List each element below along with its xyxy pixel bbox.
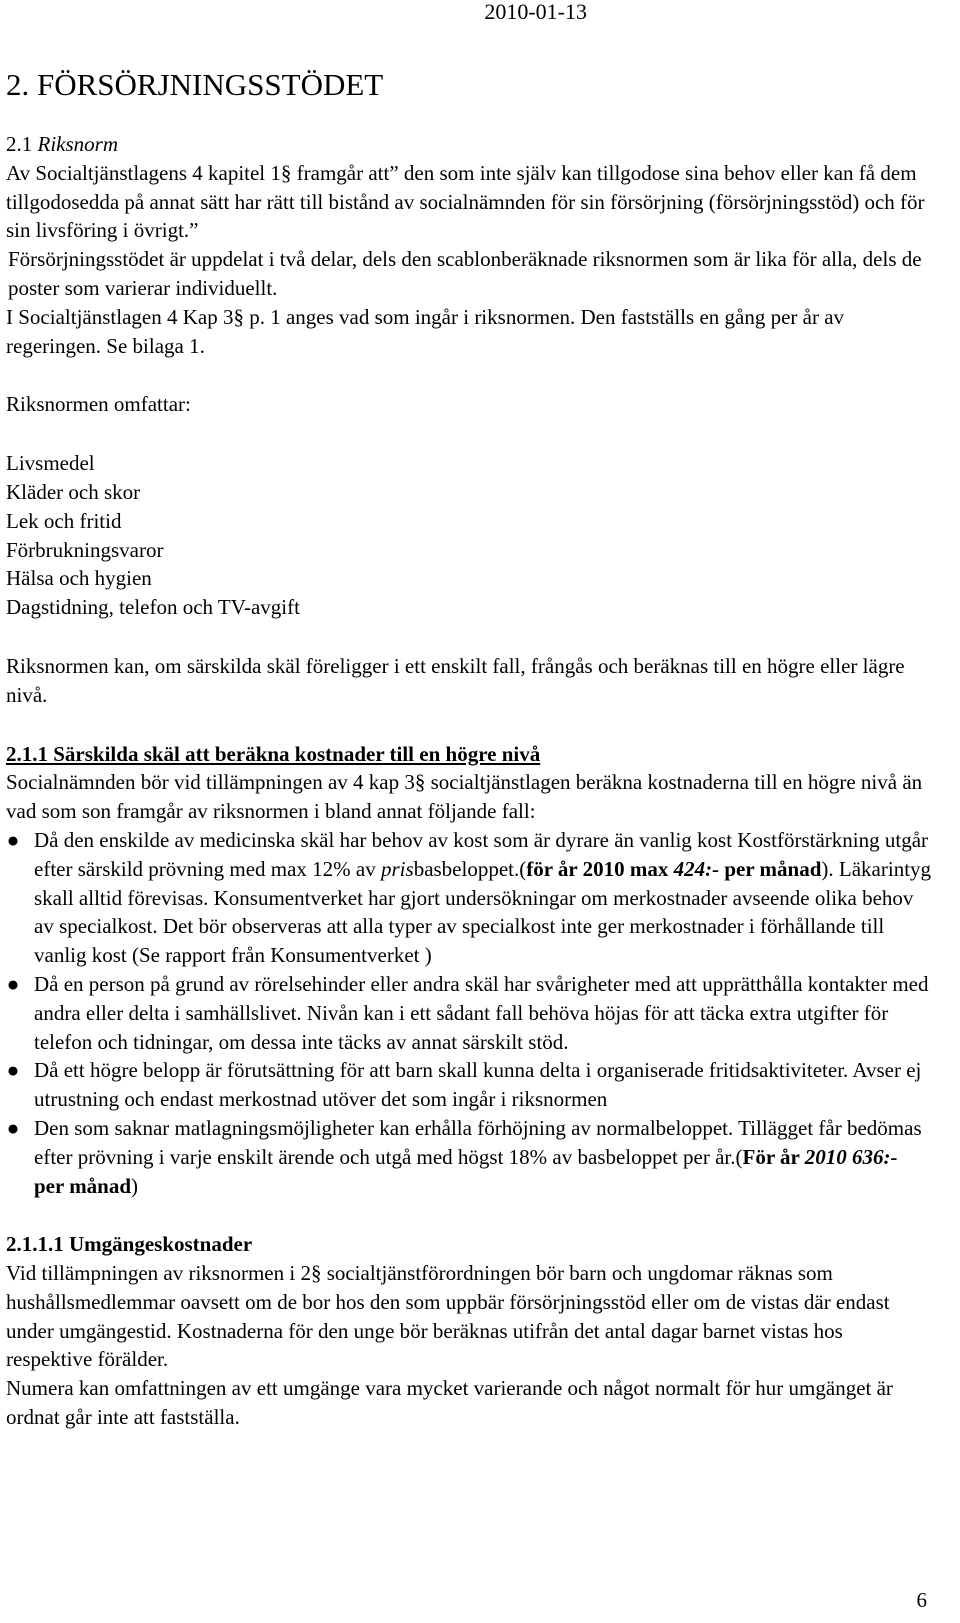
list-item (6, 1114, 932, 1200)
document-body (6, 130, 932, 1432)
bullet-icon: ● (6, 971, 20, 996)
list-item: Livsmedel (6, 451, 95, 476)
list-item: Förbrukningsvaror (6, 537, 164, 562)
section-2-1-title: Riksnorm (37, 132, 118, 156)
bullet-icon: ● (6, 827, 20, 852)
bullet-3-text: Då ett högre belopp är förutsättning för att barn skall kunna delta i organiserade fritidsaktiviteter. Avser ej utrustning och endast merkostnad utöver det som ingår i riksnormen (34, 1058, 922, 1112)
riksnorm-paragraph-1: Av Socialtjänstlagens 4 kapitel 1§ framgår att” den som inte själv kan tillgodose sina behov eller kan få dem tillgodosedda på annat sätt har rätt till bistånd av socialnämnden för sin försörjning (försörjningsstöd) och för sin livsföring i övrigt.” (6, 160, 925, 243)
list-item (6, 1056, 932, 1114)
bullet-4-bold-2: per månad (34, 1173, 132, 1198)
riksnorm-paragraph-3: I Socialtjänstlagen 4 Kap 3§ p. 1 anges vad som ingår i riksnormen. Den fastställs en gång per år av regeringen. Se bilaga 1. (6, 304, 845, 358)
special-reasons-list (6, 826, 932, 1200)
list-item: Kläder och skor (6, 479, 141, 504)
section-2-1-heading (6, 130, 932, 159)
bullet-1-pris: pris (381, 856, 414, 881)
list-item: Dagstidning, telefon och TV-avgift (6, 595, 300, 620)
list-item (6, 826, 932, 970)
bullet-2-text: Då en person på grund av rörelsehinder eller andra skäl har svårigheter med att upprätthålla kontakter med andra eller delta i samhällslivet. Nivån kan i ett sådant fall behöva höjas för att täcka extra utgifter för telefon och tidningar, om dessa inte täcks av annat särskilt stöd. (34, 971, 929, 1054)
list-item (6, 970, 932, 1056)
list-item: Hälsa och hygien (6, 566, 152, 591)
bullet-1-bold-2: per månad (719, 856, 822, 881)
bullet-4-text-c: ) (131, 1173, 139, 1198)
bullet-1-text-a: Då den enskilde av medicinska skäl har behov av kost som är dyrare än vanlig kost Kostförstärkning utgår efter särskild prövning med max 12% av (34, 827, 929, 881)
page-title: 2. FÖRSÖRJNINGSSTÖDET (6, 67, 384, 102)
section-2-1-1-intro: Socialnämnden bör vid tillämpningen av 4 kap 3§ socialtjänstlagen beräkna kostnaderna till en högre nivå än vad som son framgår av riksnormen i bland annat följande fall: (6, 770, 923, 824)
riksnorm-item-list (6, 449, 932, 622)
umgange-paragraph-1: Vid tillämpningen av riksnormen i 2§ socialtjänstförordningen bör barn och ungdomar räknas som hushållsmedlemmar oavsett om de bor hos den som uppbär försörjningsstöd eller om de vistas där endast under umgängestid. Kostnaderna för den unge bör beräknas utifrån det antal dagar barnet vistas hos respektive förälder. (6, 1261, 890, 1372)
bullet-1-text-b: basbeloppet.( (413, 856, 527, 881)
riksnorm-includes-label: Riksnormen omfattar: (6, 392, 191, 417)
bullet-1-text-c: ). Läkarintyg skall alltid förevisas. Konsumentverket har gjort undersökningar om merkostnader avseende olika behov av specialkost. Det bör observeras att alla typer av specialkost inte ger merkostnader i förhållande till vanlig kost (Se rapport från Konsumentverket ) (34, 856, 932, 968)
riksnorm-paragraph-5: Riksnormen kan, om särskilda skäl föreligger i ett enskilt fall, frångås och beräknas till en högre eller lägre nivå. (6, 653, 905, 707)
bullet-1-bold-1: för år 2010 max (526, 856, 674, 881)
page-number: 6 (916, 1588, 927, 1613)
bullet-icon: ● (6, 1058, 20, 1083)
section-2-1-number: 2.1 (6, 132, 38, 156)
bullet-4-amount: 2010 636:- (804, 1144, 898, 1169)
section-2-1-1-1-heading: 2.1.1.1 Umgängeskostnader (6, 1232, 253, 1257)
bullet-4-bold-1: För år (742, 1144, 805, 1169)
document-date: 2010-01-13 (484, 0, 587, 24)
riksnorm-paragraph-2: Försörjningsstödet är uppdelat i två delar, dels den scablonberäknade riksnormen som är lika för alla, dels de poster som varierar individuellt. (8, 247, 922, 300)
bullet-1-amount: 424:- (673, 856, 720, 881)
list-item: Lek och fritid (6, 508, 122, 533)
section-2-1-1-heading: 2.1.1 Särskilda skäl att beräkna kostnader till en högre nivå (6, 741, 541, 766)
umgange-paragraph-2: Numera kan omfattningen av ett umgänge vara mycket varierande och något normalt för hur umgänget är ordnat går inte att fastställa. (6, 1376, 893, 1430)
bullet-icon: ● (6, 1115, 20, 1140)
bullet-4-text-a: Den som saknar matlagningsmöjligheter kan erhålla förhöjning av normalbeloppet. Tillägget får bedömas efter prövning i varje enskilt ärende och utgå med högst 18% av basbeloppet per år.( (34, 1115, 922, 1169)
